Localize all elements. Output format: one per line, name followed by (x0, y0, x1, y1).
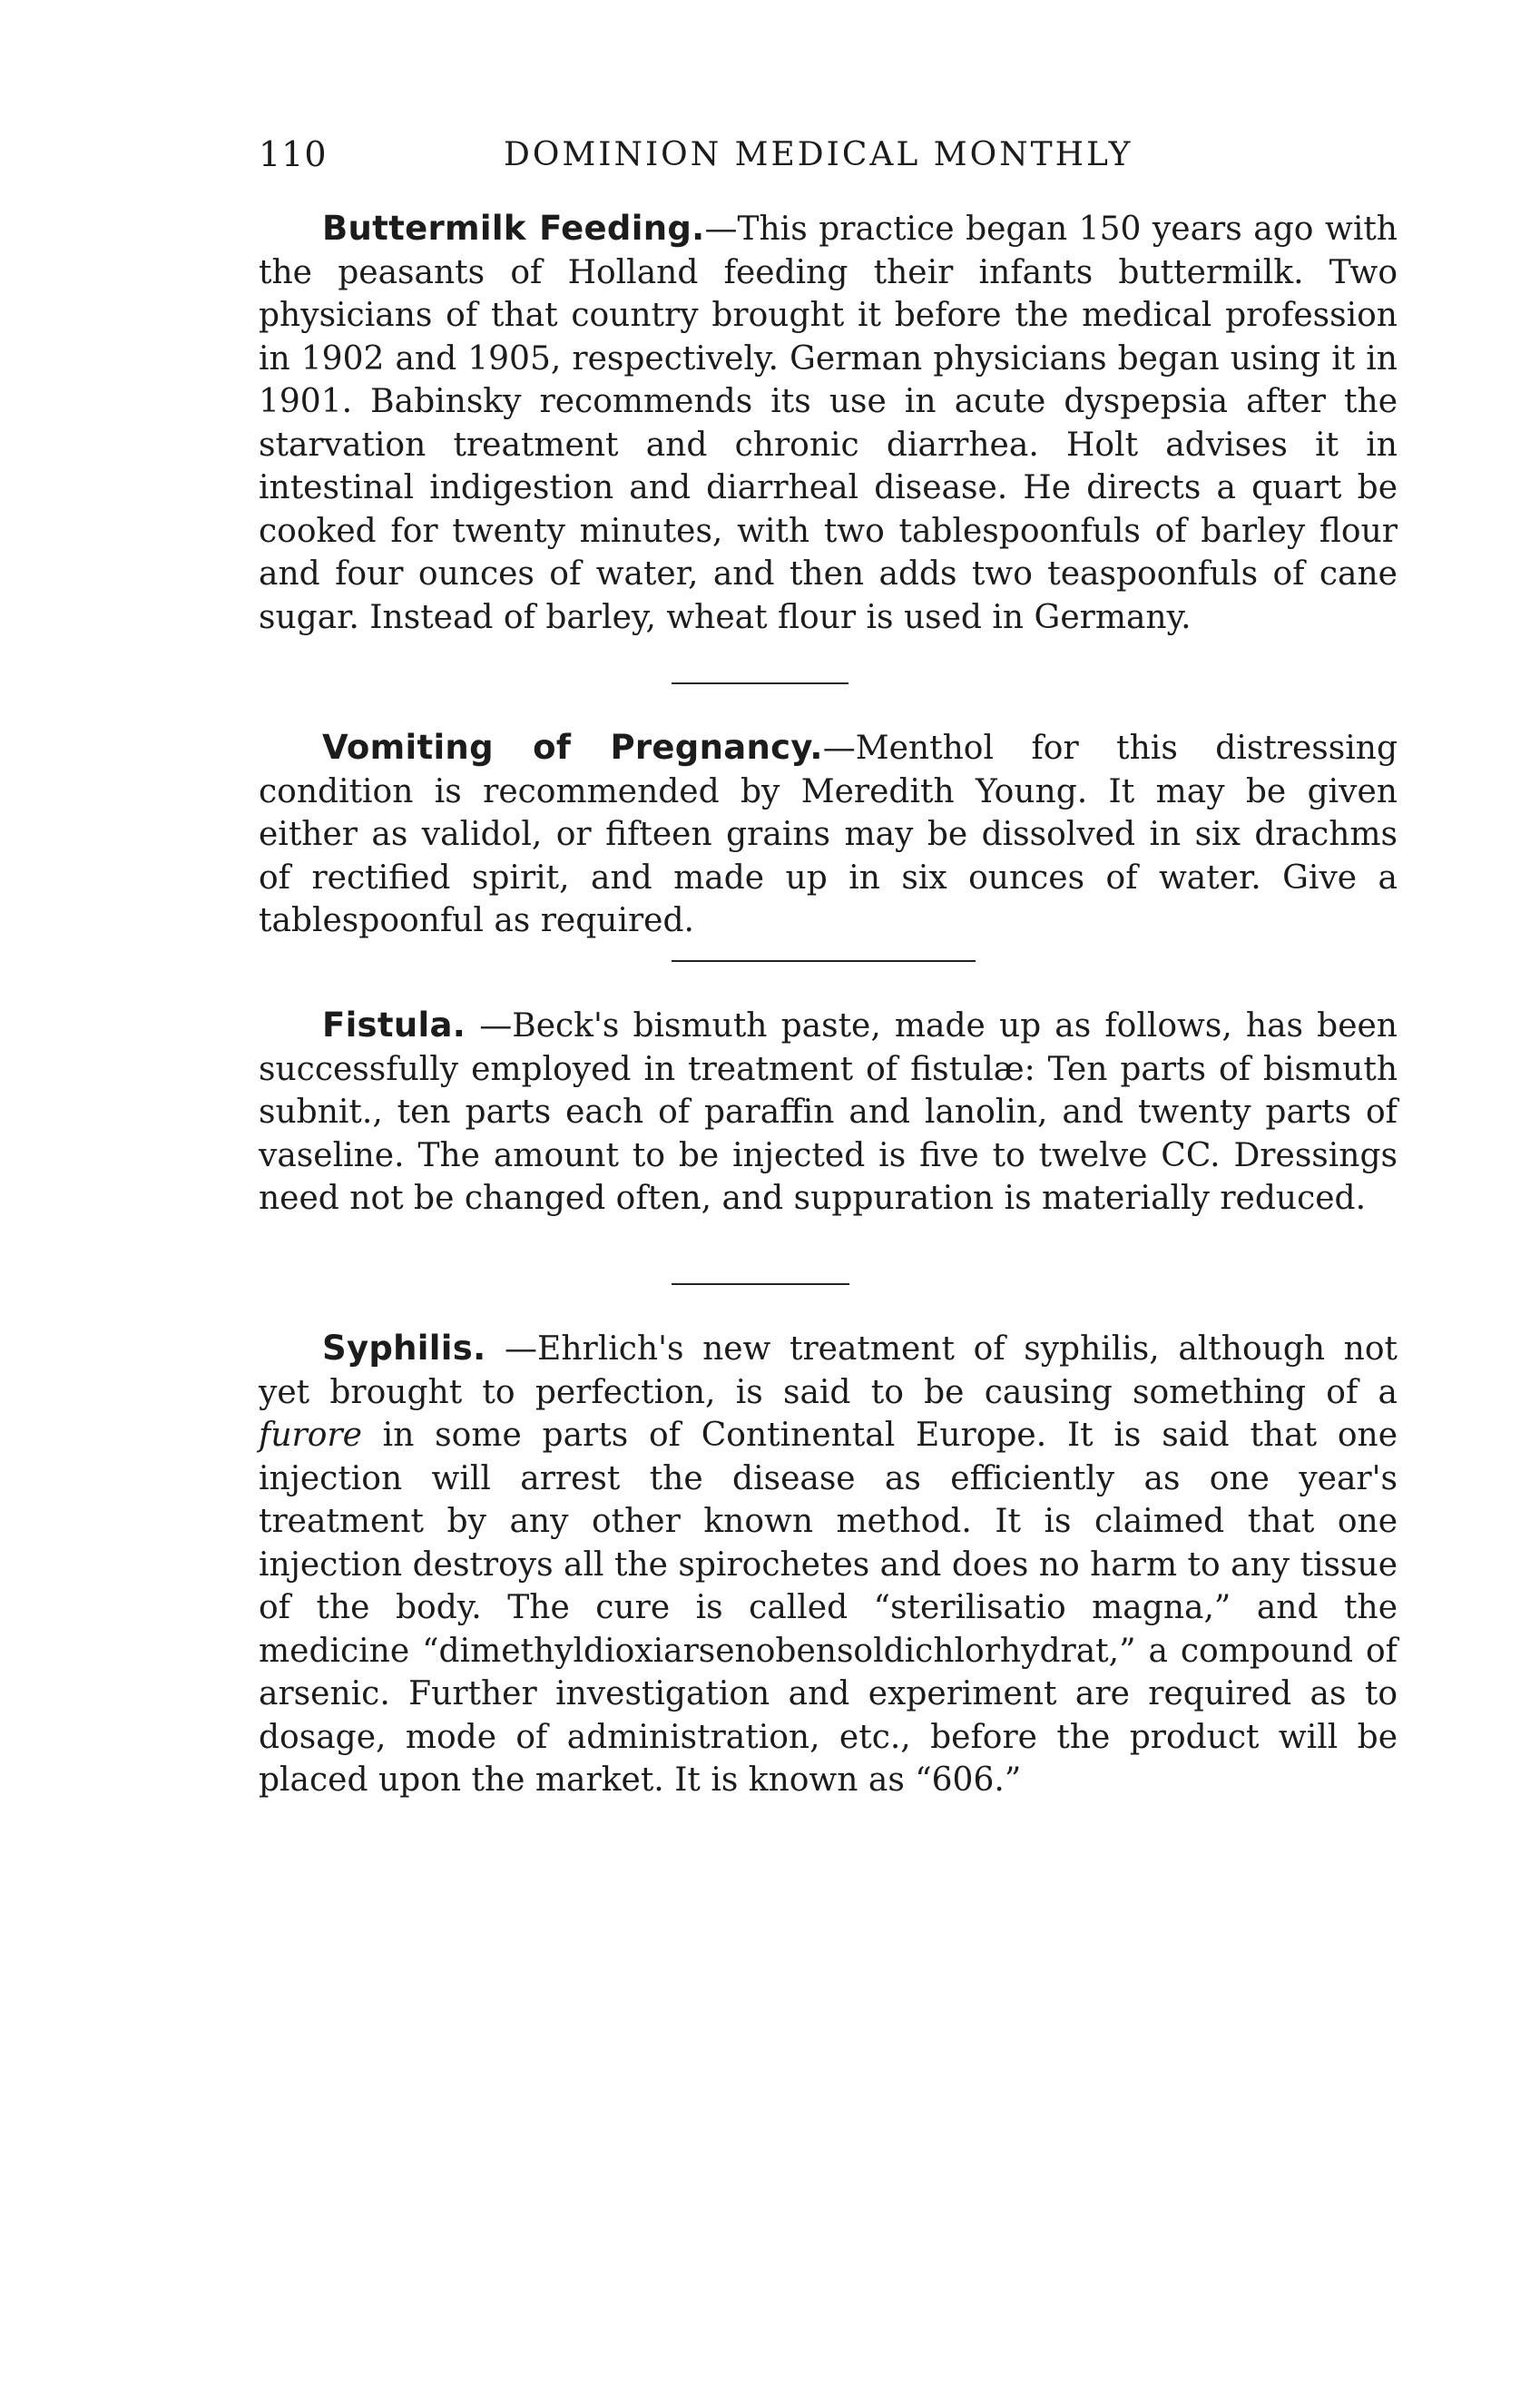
article-body: —Ehrlich's new treatment of syphilis, although not yet brought to perfection, is said to be causing something of a (259, 1330, 1398, 1411)
page-number: 110 (259, 134, 328, 174)
article-heading: Vomiting of Pregnancy. (322, 728, 823, 767)
article-heading: Buttermilk Feeding. (322, 209, 705, 248)
article-heading: Fistula. (322, 1006, 466, 1045)
article-heading: Syphilis. (322, 1329, 486, 1368)
section-divider (672, 960, 976, 962)
article-body: —Menthol for this distressing condition is recommended by Meredith Young. It may be given either as validol, or fifteen grains may be dissolved in six drachms of rectified spirit, and made up in six ounces of water. Give a tablespoonful as required. (259, 730, 1398, 939)
article-body: —Beck's bismuth paste, made up as follows, has been successfully employed in treatment of fistulæ: Ten parts of bismuth subnit., ten parts each of paraffin and lanolin, and twenty parts of vaseline. The amount to be injected is five to twelve CC. Dressings need not be changed often, and suppuration is materially reduced. (259, 1007, 1398, 1217)
running-title: DOMINION MEDICAL MONTHLY (504, 136, 1133, 173)
section-divider (672, 682, 848, 684)
article-fistula (259, 1004, 1398, 1221)
italic-term: furore (259, 1417, 362, 1454)
article-body-continued: in some parts of Continental Europe. It is said that one injection will arrest the disease as efficiently as one year's treatment by any other known method. It is claimed that one injection destroys all the spirochetes and does no harm to any tissue of the body. The cure is called “sterilisatio magna,” and the medicine “dimethyldioxiarsenobensoldichlorhydrat,” a compound of arsenic. Further investigation and experiment are required as to dosage, mode of administration, etc., before the product will be placed upon the market. It is known as “606.” (259, 1417, 1398, 1799)
article-buttermilk-feeding (259, 207, 1398, 639)
article-body: —This practice began 150 years ago with the peasants of Holland feeding their infants buttermilk. Two physicians of that country brought it before the medical profession in 1902 and 1905, respectively. German physicians began using it in 1901. Babinsky recommends its use in acute dyspepsia after the starvation treatment and chronic diarrhea. Holt advises it in intestinal indigestion and diarrheal disease. He directs a quart be cooked for twenty minutes, with two tablespoonfuls of barley flour and four ounces of water, and then adds two teaspoonfuls of cane sugar. Instead of barley, wheat flour is used in Germany. (259, 211, 1398, 636)
article-syphilis (259, 1327, 1398, 1802)
section-divider (672, 1283, 849, 1285)
page-header (259, 134, 1402, 189)
article-vomiting-of-pregnancy (259, 726, 1398, 943)
